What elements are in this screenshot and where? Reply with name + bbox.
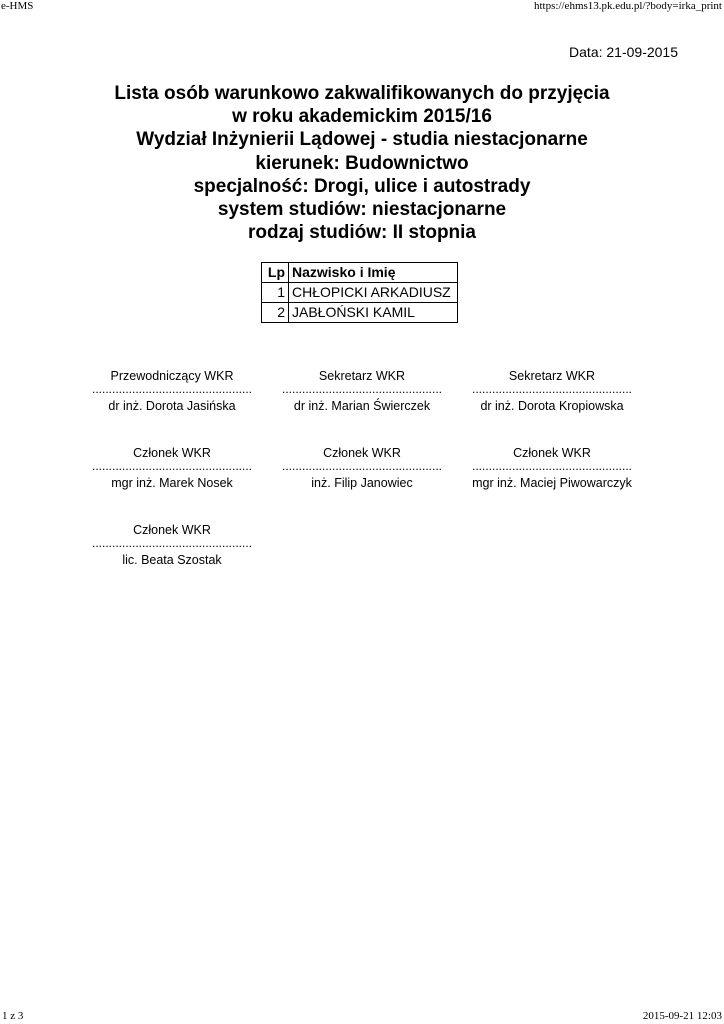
signature-role: Członek WKR [133,523,211,537]
signature-secretary-2 [466,368,638,414]
title-line: Wydział Inżynierii Lądowej - studia niestacjonarne [136,129,588,151]
browser-print-footer [0,1010,724,1024]
document-date: Data: 21-09-2015 [569,44,678,60]
signature-line: ................................................ [471,461,633,473]
title-line: system studiów: niestacjonarne [217,199,507,221]
signature-line: ................................................ [471,384,633,396]
title-line: rodzaj studiów: II stopnia [248,222,476,244]
signature-role: Przewodniczący WKR [110,369,234,383]
signature-line: ................................................ [91,461,253,473]
signature-person: mgr inż. Marek Nosek [111,476,233,490]
signature-line: ................................................ [281,384,443,396]
table-header-row [262,263,458,283]
signature-line: ................................................ [91,384,253,396]
signature-role: Sekretarz WKR [318,369,406,383]
column-header-lp: Lp [262,263,289,283]
row-number: 1 [262,283,289,303]
title-line: w roku akademickim 2015/16 [232,106,492,128]
student-name: JABŁOŃSKI KAMIL [289,303,458,323]
signature-secretary-1 [276,368,448,414]
page-counter: 1 z 3 [2,1010,24,1022]
signature-role: Członek WKR [323,446,401,460]
column-header-name: Nazwisko i Imię [289,263,458,283]
signature-line: ................................................ [91,538,253,550]
row-number: 2 [262,303,289,323]
document-title [0,82,724,244]
signature-role: Członek WKR [513,446,591,460]
students-table [261,262,458,323]
title-line: kierunek: Budownictwo [255,152,469,174]
signature-role: Sekretarz WKR [508,369,596,383]
signature-role: Członek WKR [133,446,211,460]
signature-person: dr inż. Dorota Jasińska [108,399,236,413]
signature-line: ................................................ [281,461,443,473]
title-line: specjalność: Drogi, ulice i autostrady [193,175,531,197]
table-row [262,303,458,323]
signature-member-4 [86,522,258,568]
signature-member-2 [276,445,448,491]
title-line: Lista osób warunkowo zakwalifikowanych do przyjęcia [114,83,610,104]
signature-member-3 [466,445,638,491]
print-header-title: e-HMS [1,0,34,12]
signature-person: lic. Beata Szostak [122,553,222,567]
signature-person: dr inż. Dorota Kropiowska [480,399,624,413]
signature-person: dr inż. Marian Świerczek [293,399,431,413]
print-header-url: https://ehms13.pk.edu.pl/?body=irka_print [534,0,722,12]
table-row [262,283,458,303]
signature-member-1 [86,445,258,491]
signature-person: inż. Filip Janowiec [311,476,413,490]
print-timestamp: 2015-09-21 12:03 [642,1010,722,1022]
signature-chairman [86,368,258,414]
student-name: CHŁOPICKI ARKADIUSZ [289,283,458,303]
signature-person: mgr inż. Maciej Piwowarczyk [472,476,632,490]
browser-print-header [0,0,724,14]
